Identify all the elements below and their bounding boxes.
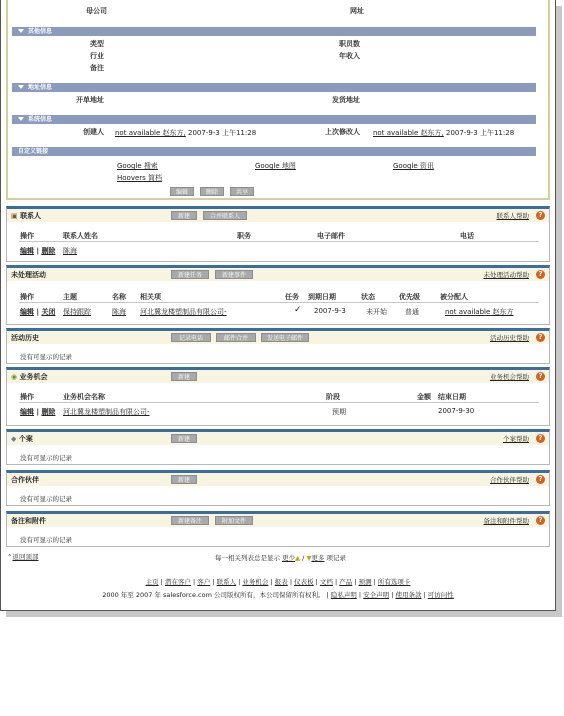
- col-due-date: 到期日期: [308, 293, 336, 301]
- delete-button[interactable]: 删除: [200, 187, 224, 196]
- col-email: 电子邮件: [317, 232, 345, 240]
- section-title: 其他信息: [28, 28, 53, 35]
- section-title: 地址信息: [28, 84, 53, 91]
- col-amount: 金额: [417, 393, 431, 401]
- note-label: 备注: [90, 64, 104, 72]
- modified-by-value: [373, 128, 514, 138]
- partners-help-link[interactable]: 合作伙伴帮助: [490, 476, 529, 484]
- industry-label: 行业: [90, 52, 104, 60]
- contact-name-link[interactable]: 陈海: [112, 308, 126, 316]
- open-activities-related-list: [6, 265, 550, 325]
- separator: |: [36, 247, 39, 255]
- cases-title-text: 个案: [18, 435, 33, 443]
- no-records-text: 没有可显示的记录: [20, 454, 72, 462]
- section-header-other[interactable]: [12, 27, 536, 36]
- col-action: 操作: [20, 293, 34, 301]
- assigned-link[interactable]: not available 赵东方: [445, 308, 514, 316]
- activity-history-title: 活动历史: [11, 334, 39, 342]
- help-icon[interactable]: ?: [536, 211, 545, 220]
- contacts-icon: ▣: [11, 212, 18, 220]
- delete-link[interactable]: 删除: [41, 247, 56, 255]
- col-action: 操作: [20, 232, 34, 240]
- col-priority: 优先级: [399, 293, 420, 301]
- col-phone: 电话: [460, 232, 474, 240]
- up-arrow-icon: ⌃: [7, 553, 13, 561]
- help-icon[interactable]: ?: [536, 475, 545, 484]
- accessibility-link[interactable]: 可访问性: [427, 591, 454, 599]
- col-related: 相关项: [140, 293, 161, 301]
- row-actions: [20, 246, 55, 256]
- per-list-suffix: 项记录: [326, 554, 347, 562]
- cases-title: [11, 434, 33, 444]
- help-icon[interactable]: ?: [536, 434, 545, 443]
- cases-related-list: [6, 429, 550, 465]
- new-case-button[interactable]: 新建: [171, 434, 197, 443]
- help-icon[interactable]: ?: [536, 372, 545, 381]
- new-task-button[interactable]: 新建任务: [171, 270, 209, 279]
- col-name: 名称: [112, 293, 126, 301]
- cases-icon: ◆: [11, 435, 17, 443]
- no-records-text: 没有可显示的记录: [20, 495, 72, 503]
- mail-merge-button[interactable]: 邮件合并: [216, 333, 256, 342]
- footer-nav: 主页 | 潜在客户 | 客户 | 联系人 | 业务机会 | 报表 | 仪表板 | 文档 | 产品 | 预测 | 所有选项卡: [145, 578, 411, 586]
- footer-link-accounts[interactable]: 客户: [197, 578, 211, 586]
- collapse-triangle-icon[interactable]: [18, 85, 24, 89]
- opportunities-title: [11, 372, 48, 382]
- created-by-value: [115, 128, 256, 138]
- activity-history-help-link[interactable]: 活动历史帮助: [490, 334, 529, 342]
- top-fields: [6, 0, 550, 16]
- up-triangle-icon[interactable]: ▲: [295, 554, 301, 562]
- billing-address-label: 开单地址: [76, 96, 104, 104]
- contacts-help-link[interactable]: 联系人帮助: [496, 212, 529, 220]
- col-contact-name: 联系人姓名: [63, 232, 98, 240]
- google-search-link[interactable]: Google 搜索: [117, 162, 158, 170]
- collapse-triangle-icon[interactable]: [18, 29, 24, 33]
- new-note-button[interactable]: 新建备注: [171, 516, 209, 525]
- opportunities-icon: ◉: [11, 373, 18, 381]
- edit-link[interactable]: 编辑: [20, 247, 34, 255]
- opportunities-related-list: [6, 367, 550, 426]
- col-assigned: 被分配人: [440, 293, 468, 301]
- google-news-link[interactable]: Google 资讯: [393, 162, 434, 170]
- footer-link-contacts[interactable]: 联系人: [216, 578, 237, 586]
- close-date: 2007-9-30: [438, 407, 475, 415]
- section-header-system[interactable]: [12, 115, 536, 124]
- help-icon[interactable]: ?: [536, 333, 545, 342]
- share-button[interactable]: 共享: [230, 187, 254, 196]
- footer-link-products[interactable]: 产品: [339, 578, 353, 586]
- privacy-link[interactable]: 隐私声明: [330, 591, 357, 599]
- col-title: 职务: [237, 232, 251, 240]
- priority: 普通: [405, 308, 419, 316]
- edit-button[interactable]: 编辑: [170, 187, 194, 196]
- contact-name-link[interactable]: 陈海: [63, 247, 77, 255]
- contacts-title: [11, 211, 41, 221]
- footer-link-all-tabs[interactable]: 所有选项卡: [377, 578, 411, 586]
- edit-link[interactable]: 编辑: [20, 308, 34, 316]
- partners-related-list: [6, 470, 550, 506]
- footer-link-documents[interactable]: 文档: [319, 578, 333, 586]
- back-to-top-link[interactable]: 返回顶部: [12, 553, 39, 561]
- footer-link-opportunities[interactable]: 业务机会: [242, 578, 269, 586]
- merge-contacts-button[interactable]: 合并联系人: [203, 211, 247, 220]
- footer-link-reports[interactable]: 报表: [274, 578, 288, 586]
- created-by-link[interactable]: not available 赵东方,: [115, 129, 186, 137]
- related-account-link[interactable]: 河北冀龙楼塑制品有限公司-: [140, 308, 227, 316]
- col-opportunity-name: 业务机会名称: [63, 393, 105, 401]
- task-checkmark-icon: ✓: [294, 305, 302, 315]
- modified-date: 2007-9-3 上午11:28: [445, 129, 515, 137]
- open-activities-help-link[interactable]: 未处理活动帮助: [483, 271, 529, 279]
- list-size-control: [215, 553, 346, 562]
- new-event-button[interactable]: 新建事件: [215, 270, 253, 279]
- back-to-top[interactable]: [7, 552, 38, 561]
- delete-link[interactable]: 删除: [41, 408, 56, 416]
- down-triangle-icon[interactable]: ▼: [306, 554, 312, 562]
- contacts-related-list: [6, 206, 550, 262]
- google-maps-link[interactable]: Google 地图: [255, 162, 296, 170]
- opportunities-help-link[interactable]: 业务机会帮助: [490, 373, 529, 381]
- security-link[interactable]: 安全声明: [363, 591, 390, 599]
- partners-title: 合作伙伴: [11, 476, 39, 484]
- section-title: 自定义链接: [18, 148, 49, 155]
- send-email-button[interactable]: 发送电子邮件: [261, 333, 309, 342]
- no-records-text: 没有可显示的记录: [20, 536, 72, 544]
- section-title: 系统信息: [28, 116, 53, 123]
- contacts-title-text: 联系人: [20, 212, 42, 220]
- col-subject: 主题: [63, 293, 77, 301]
- col-stage: 阶段: [326, 393, 340, 401]
- footer-copyright: 2000 年至 2007 年 salesforce.com 公司版权所有，本公司保留所有权利。 | 隐私声明 | 安全声明 | 使用条款 | 可访问性: [102, 591, 454, 599]
- stage: 预期: [332, 408, 346, 416]
- created-by-label: 创建人: [83, 128, 104, 136]
- shipping-address-label: 发货地址: [332, 96, 360, 104]
- terms-link[interactable]: 使用条款: [395, 591, 422, 599]
- footer-link-leads[interactable]: 潜在客户: [164, 578, 191, 586]
- help-icon[interactable]: ?: [536, 270, 545, 279]
- modified-by-link[interactable]: not available 赵东方,: [373, 129, 444, 137]
- collapse-triangle-icon[interactable]: [18, 117, 24, 121]
- edit-link[interactable]: 编辑: [20, 408, 34, 416]
- type-label: 类型: [90, 40, 104, 48]
- show-fewer-link[interactable]: 更少: [282, 554, 296, 562]
- close-link[interactable]: 关闭: [41, 308, 56, 316]
- created-date: 2007-9-3 上午11:28: [187, 129, 257, 137]
- activity-history-related-list: [6, 328, 550, 364]
- notes-help-link[interactable]: 备注和附件帮助: [483, 517, 529, 525]
- no-records-text: 没有可显示的记录: [20, 353, 72, 361]
- opportunities-title-text: 业务机会: [19, 373, 48, 381]
- col-close-date: 结束日期: [438, 393, 466, 401]
- separator: |: [36, 308, 39, 316]
- section-header-address[interactable]: [12, 83, 536, 92]
- new-opportunity-button[interactable]: 新建: [171, 372, 197, 381]
- open-activities-title: 未处理活动: [11, 271, 46, 279]
- cases-help-link[interactable]: 个案帮助: [503, 435, 529, 443]
- col-status: 状态: [361, 293, 375, 301]
- footer-link-home[interactable]: 主页: [145, 578, 159, 586]
- status: 未开始: [366, 308, 387, 316]
- copyright-text: 2000 年至 2007 年 salesforce.com 公司版权所有，本公司保留所有权利。: [102, 591, 325, 599]
- log-call-button[interactable]: 记录电话: [171, 333, 211, 342]
- parent-company-label: 母公司: [86, 7, 107, 15]
- new-partner-button[interactable]: 新建: [171, 475, 197, 484]
- col-task: 任务: [285, 293, 299, 301]
- notes-title: 备注和附件: [11, 517, 46, 525]
- subject-link[interactable]: 保持跟踪: [63, 308, 91, 316]
- row-actions: [20, 407, 55, 417]
- opportunity-name-link[interactable]: 河北冀龙楼塑制品有限公司-: [63, 408, 150, 416]
- col-action: 操作: [20, 393, 34, 401]
- website-label: 网址: [350, 7, 364, 15]
- modified-by-label: 上次修改人: [325, 128, 360, 136]
- separator: |: [36, 408, 39, 416]
- hoovers-profile-link[interactable]: Hoovers 简档: [117, 174, 163, 182]
- attach-file-button[interactable]: 附加文件: [215, 516, 253, 525]
- notes-attachments-related-list: [6, 511, 550, 547]
- show-more-link[interactable]: 更多: [311, 554, 325, 562]
- help-icon[interactable]: ?: [536, 516, 545, 525]
- due-date: 2007-9-3: [314, 307, 346, 315]
- footer-link-dashboards[interactable]: 仪表板: [294, 578, 314, 586]
- footer-link-forecasts[interactable]: 预测: [358, 578, 372, 586]
- row-actions: [20, 307, 55, 317]
- section-header-custom-links: [12, 147, 536, 156]
- revenue-label: 年收入: [339, 52, 360, 60]
- slash: /: [302, 554, 305, 562]
- new-contact-button[interactable]: 新建: [171, 211, 197, 220]
- per-list-prefix: 每一相关列表总是显示: [215, 554, 280, 562]
- employees-label: 职员数: [339, 40, 360, 48]
